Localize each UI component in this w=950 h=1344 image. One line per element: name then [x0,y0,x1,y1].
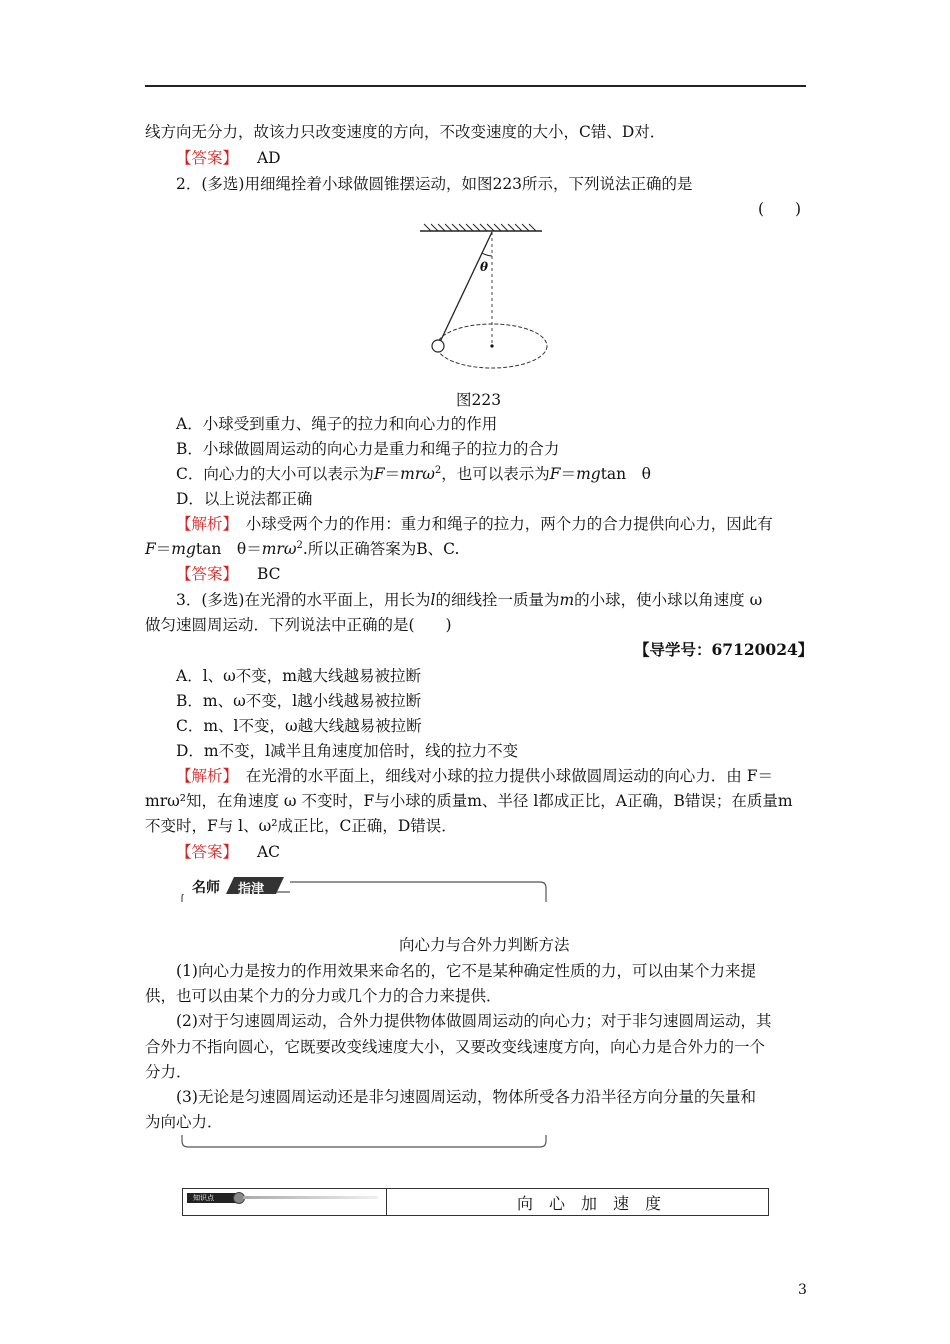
answer-value: BC [256,565,281,583]
superscript-2: 2 [434,464,442,476]
analysis-3-line-1 [176,766,773,786]
option-3b: B．m、ω不变，l越小线越易被拉断 [176,692,422,710]
analysis-text: 在光滑的水平面上，细线对小球的拉力提供小球做圆周运动的向心力．由 F＝ [230,767,773,785]
answer-tag: 【答案】 [176,843,239,861]
tips-p1-line-2: 供，也可以由某个力的分力或几个力的合力来提供． [145,987,502,1005]
symbol-mg: mg [171,540,196,558]
answer-1 [176,148,281,168]
tan-theta: tan θ [600,465,651,483]
analysis-2-line-2 [145,539,459,559]
tips-p2-line-3: 分力． [145,1063,192,1081]
analysis-2-line-1 [176,514,773,534]
analysis-3-line-3: 不变时，F与 l、ω²成正比，C正确，D错误． [145,817,457,835]
pendulum-svg [400,222,570,392]
symbol-omega: ω [422,465,435,483]
text: C．向心力的大小可以表示为 [176,465,374,483]
figure-caption: 图223 [456,391,502,409]
equals: ＝ [560,465,577,483]
symbol-l: l [430,591,436,609]
option-2b: B．小球做圆周运动的向心力是重力和绳子的拉力的合力 [176,440,560,458]
question-3-line-1 [176,590,762,610]
answer-tag: 【答案】 [176,565,239,583]
text: tan θ＝ [195,540,262,558]
option-2d: D．以上说法都正确 [176,490,313,508]
option-3c: C．m、l不变，ω越大线越易被拉断 [176,717,422,735]
symbol-f: F [373,465,385,483]
symbol-f: F [145,540,156,558]
tips-box-footer-frame [180,1135,548,1151]
symbol-m: m [559,591,575,609]
guide-code: 【导学号：67120024】 [634,640,814,659]
option-3d: D．m不变，l减半且角速度加倍时，线的拉力不变 [176,742,519,760]
conical-pendulum-figure [400,222,570,392]
text-line-1: 线方向无分力，故该力只改变速度的方向，不改变速度的大小，C错、D对． [145,123,666,141]
tab-badge-label: 知识点 [193,1194,214,1202]
tips-p3-line-2: 为向心力． [145,1113,223,1131]
symbol-mr: mr [261,540,284,558]
text: 3．(多选)在光滑的水平面上，用长为 [176,591,431,609]
question-2-bracket: ( ) [758,200,802,218]
tips-box-header [180,877,548,903]
tips-title-part2: 指津 [238,882,265,897]
tips-box-footer [180,1135,548,1151]
theta-label: θ [480,260,489,274]
analysis-text: 小球受两个力的作用：重力和绳子的拉力，两个力的合力提供向心力，因此有 [230,515,773,533]
text: ，也可以表示为 [441,465,550,483]
header-rule [145,85,806,87]
tips-p2-line-2: 合外力不指向圆心，它既要改变线速度大小，又要改变线速度方向，向心力是合外力的一个 [145,1038,766,1056]
text: .所以正确答案为B、C. [302,540,460,558]
symbol-mr: mr [400,465,423,483]
option-3a: A．l、ω不变，m越大线越易被拉断 [176,667,421,685]
tips-p3-line-1: (3)无论是匀速圆周运动还是非匀速圆周运动，物体所受各力沿半径方向分量的矢量和 [176,1088,756,1106]
question-3-line-2: 做匀速圆周运动．下列说法中正确的是( ) [145,616,452,634]
tips-p2-line-1: (2)对于匀速圆周运动，合外力提供物体做圆周运动的向心力；对于非匀速圆周运动，其 [176,1012,772,1030]
equals: ＝ [384,465,401,483]
answer-2 [176,564,281,584]
tab-badge-bar [243,1196,378,1199]
tips-box-frame [180,877,548,903]
analysis-3-line-2: mrω²知，在角速度 ω 不变时，F与小球的质量m、半径 l都成正比，A正确，B错误；在质量m [145,792,793,810]
answer-value: AD [256,149,281,167]
page-number: 3 [798,1282,807,1298]
analysis-tag: 【解析】 [176,767,231,785]
text: 的小球，使小球以角速度 ω [574,591,763,609]
equals: ＝ [155,540,172,558]
answer-tag: 【答案】 [176,149,239,167]
option-2a: A．小球受到重力、绳子的拉力和向心力的作用 [176,415,498,433]
tips-heading: 向心力与合外力判断方法 [399,936,570,954]
section-title: 向 心 加 速 度 [517,1194,662,1213]
section-header-table [182,1188,769,1216]
answer-value: AC [256,843,281,861]
symbol-omega: ω [283,540,297,558]
tips-p1-line-1: (1)向心力是按力的作用效果来命名的，它不是某种确定性质的力，可以由某个力来提 [176,962,756,980]
text: 的细线拴一质量为 [435,591,560,609]
superscript-2: 2 [296,539,303,551]
table-divider [386,1189,387,1215]
answer-3 [176,842,280,862]
tips-title-part1: 名师 [192,880,220,896]
symbol-mg: mg [576,465,601,483]
symbol-f: F [549,465,561,483]
option-2c [176,464,651,484]
analysis-tag: 【解析】 [176,515,231,533]
question-2: 2．(多选)用细绳拴着小球做圆锥摆运动，如图223所示，下列说法正确的是 [176,175,693,193]
